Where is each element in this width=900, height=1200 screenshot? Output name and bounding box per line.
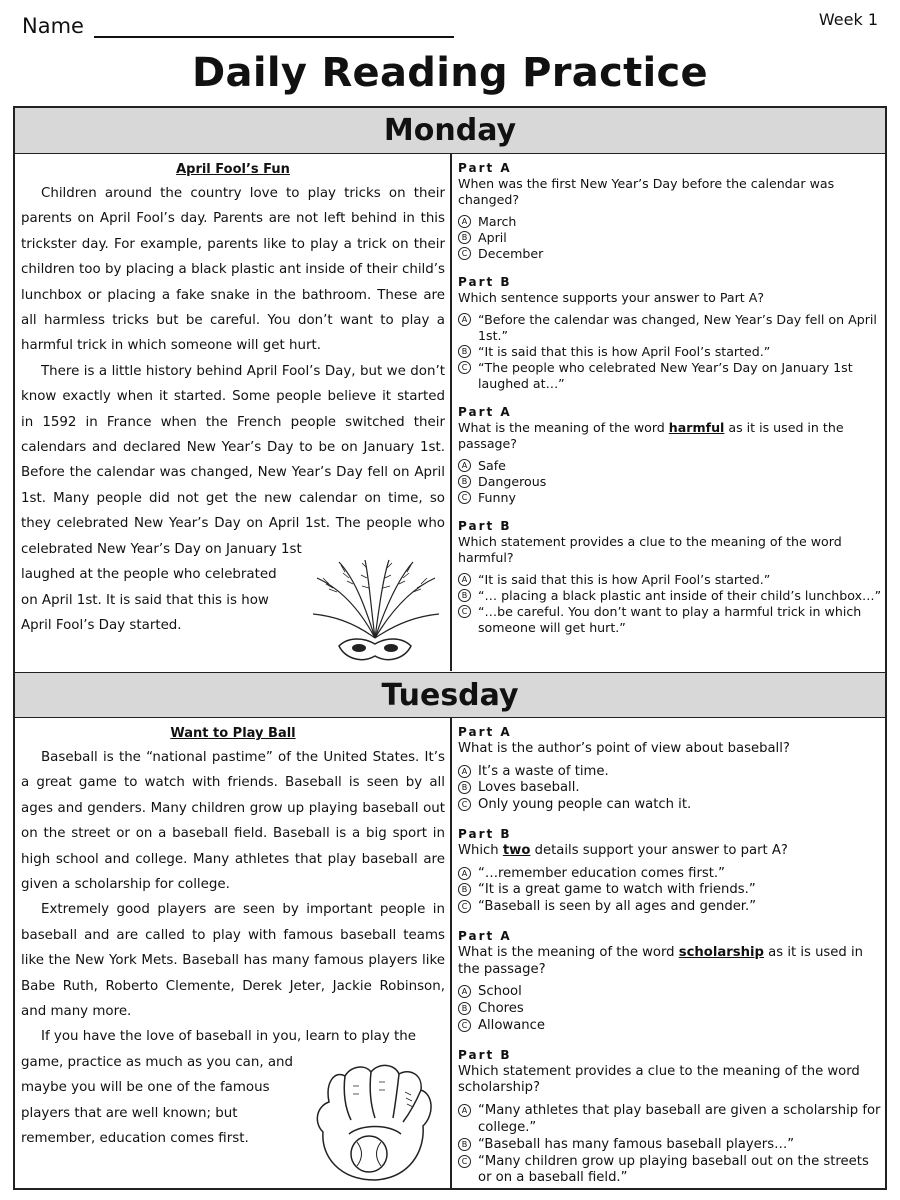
option-c-bubble[interactable]: C	[458, 605, 471, 618]
baseball-glove-image	[309, 1062, 441, 1186]
option-a-bubble[interactable]: A	[458, 765, 471, 778]
answer-option[interactable]: B “It is a great game to watch with friends.”	[458, 882, 883, 899]
monday-q1-options	[458, 214, 883, 262]
monday-q2-text: Which sentence supports your answer to Part A?	[458, 290, 765, 305]
answer-option[interactable]: A It’s a waste of time.	[458, 764, 883, 781]
monday-q2-options	[458, 312, 883, 392]
monday-header: Monday	[15, 108, 885, 154]
monday-paragraph-3: laughed at the people who celebrated on April 1st. It is said that this is how April Fool’s Day started.	[21, 567, 277, 633]
option-a-bubble[interactable]: A	[458, 573, 471, 586]
answer-option[interactable]: B “It is said that this is how April Fool’s started.”	[458, 344, 883, 360]
answer-option[interactable]: B April	[458, 230, 883, 246]
option-b-bubble[interactable]: B	[458, 231, 471, 244]
option-b-bubble[interactable]: B	[458, 781, 471, 794]
option-a-bubble[interactable]: A	[458, 867, 471, 880]
monday-q4-options	[458, 572, 883, 636]
option-c-bubble[interactable]: C	[458, 1155, 471, 1168]
emphasis-keyword: two	[502, 842, 531, 858]
name-row	[22, 14, 454, 38]
answer-option[interactable]: A School	[458, 984, 883, 1001]
monday-q1-part: Part A	[458, 161, 512, 175]
option-a-bubble[interactable]: A	[458, 1104, 471, 1117]
answer-option[interactable]: C “The people who celebrated New Year’s Day on January 1st laughed at…”	[458, 360, 883, 392]
name-line[interactable]	[94, 16, 454, 38]
tuesday-column-divider	[450, 718, 452, 1188]
tuesday-q3-part: Part A	[458, 928, 512, 943]
week-label: Week 1	[818, 10, 878, 29]
page-title: Daily Reading Practice	[192, 50, 708, 96]
option-b-bubble[interactable]: B	[458, 883, 471, 896]
answer-option[interactable]: C Funny	[458, 490, 883, 506]
option-a-bubble[interactable]: A	[458, 985, 471, 998]
answer-option[interactable]: B Chores	[458, 1001, 883, 1018]
answer-option[interactable]: C “Many children grow up playing baseball out on the streets or on a baseball field.”	[458, 1154, 883, 1188]
tuesday-q3-options	[458, 984, 883, 1034]
monday-paragraph-2: There is a little history behind April Fool’s Day, but we don’t know exactly when it started. Some people believe it started in 1592 in France when the French people switched their calendars and declared New Year’s Day to be on January 1st. Before the calendar was changed, New Year’s Day fell on April 1st. Many people did not get the new calendar on time, so they celebrated New Year’s Day on April 1st. The people who celebrated New Year’s Day on January 1st	[21, 363, 445, 557]
option-b-bubble[interactable]: B	[458, 589, 471, 602]
monday-q2-part: Part B	[458, 275, 512, 289]
tuesday-paragraph-2: Extremely good players are seen by important people in baseball and are called to play with famous baseball teams like the New York Mets. Baseball has many famous players like Babe Ruth, Roberto Clemente, Derek Jeter, Jackie Robinson, and many more.	[21, 902, 445, 1020]
monday-questions	[458, 160, 883, 648]
answer-option[interactable]: A “Before the calendar was changed, New Year’s Day fell on April 1st.”	[458, 312, 883, 344]
feather-mask-image	[309, 558, 441, 668]
tuesday-q4-part: Part B	[458, 1047, 512, 1062]
answer-option[interactable]: C “…be careful. You don’t want to play a harmful trick in which someone will get hurt.”	[458, 604, 883, 636]
tuesday-q1-text: What is the author’s point of view about baseball?	[458, 740, 790, 756]
option-a-bubble[interactable]: A	[458, 313, 471, 326]
tuesday-questions	[458, 724, 883, 1199]
tuesday-paragraph-3b: game, practice as much as you can, and maybe you will be one of the famous players that are well known; but remember, education comes first.	[21, 1054, 294, 1147]
tuesday-q3-text: What is the meaning of the word scholarship as it is used in the passage?	[458, 944, 864, 977]
name-label: Name	[22, 14, 84, 38]
tuesday-q4-options	[458, 1103, 883, 1187]
answer-option[interactable]: B “… placing a black plastic ant inside of their child’s lunchbox…”	[458, 588, 883, 604]
answer-option[interactable]: B Loves baseball.	[458, 780, 883, 797]
answer-option[interactable]: B “Baseball has many famous baseball players…”	[458, 1137, 883, 1154]
option-b-bubble[interactable]: B	[458, 345, 471, 358]
answer-option[interactable]: B Dangerous	[458, 474, 883, 490]
option-b-bubble[interactable]: B	[458, 1138, 471, 1151]
option-c-bubble[interactable]: C	[458, 361, 471, 374]
answer-option[interactable]: A Safe	[458, 458, 883, 474]
answer-option[interactable]: C Only young people can watch it.	[458, 797, 883, 814]
tuesday-story-title: Want to Play Ball	[170, 726, 296, 741]
monday-column-divider	[450, 154, 452, 671]
tuesday-q1-part: Part A	[458, 725, 512, 739]
tuesday-q1-options	[458, 764, 883, 814]
monday-q4-text: Which statement provides a clue to the meaning of the word harmful?	[458, 534, 842, 565]
option-c-bubble[interactable]: C	[458, 1019, 471, 1032]
worksheet-frame	[13, 106, 887, 1190]
monday-story-title: April Fool’s Fun	[176, 162, 290, 177]
option-c-bubble[interactable]: C	[458, 247, 471, 260]
answer-option[interactable]: A “It is said that this is how April Fool’s started.”	[458, 572, 883, 588]
answer-option[interactable]: A “Many athletes that play baseball are given a scholarship for college.”	[458, 1103, 883, 1137]
tuesday-header: Tuesday	[15, 672, 885, 718]
option-c-bubble[interactable]: C	[458, 491, 471, 504]
option-c-bubble[interactable]: C	[458, 900, 471, 913]
tuesday-q4-text: Which statement provides a clue to the meaning of the word scholarship?	[458, 1063, 860, 1096]
tuesday-q2-text: Which two details support your answer to part A?	[458, 842, 788, 858]
answer-option[interactable]: C December	[458, 246, 883, 262]
option-a-bubble[interactable]: A	[458, 459, 471, 472]
option-c-bubble[interactable]: C	[458, 798, 471, 811]
tuesday-paragraph-1: Baseball is the “national pastime” of the United States. It’s a great game to watch with friends. Baseball is seen by all ages and genders. Many children grow up playing baseball out on the street or on a baseball field. Baseball is a big sport in high school and college. Many athletes that play baseball are given a scholarship for college.	[21, 750, 445, 893]
tuesday-q2-options	[458, 866, 883, 916]
monday-q3-text: What is the meaning of the word harmful as it is used in the passage?	[458, 420, 844, 451]
option-b-bubble[interactable]: B	[458, 1002, 471, 1015]
option-b-bubble[interactable]: B	[458, 475, 471, 488]
monday-paragraph-1: Children around the country love to play tricks on their parents on April Fool’s day. Parents are not left behind in this trickster day. For example, parents like to play a trick on their children too by placing a black plastic ant inside of their child’s lunchbox or placing a fake snake in the bathroom. These are all harmless tricks but be careful. You don’t want to play a harmful trick in which someone will get hurt.	[21, 186, 445, 354]
tuesday-paragraph-3a: If you have the love of baseball in you, learn to play the	[41, 1029, 416, 1045]
tuesday-q2-part: Part B	[458, 826, 512, 841]
monday-q3-options	[458, 458, 883, 506]
answer-option[interactable]: C Allowance	[458, 1018, 883, 1035]
vocab-keyword: scholarship	[678, 944, 764, 960]
answer-option[interactable]: A “…remember education comes first.”	[458, 866, 883, 883]
vocab-keyword: harmful	[668, 420, 725, 435]
option-a-bubble[interactable]: A	[458, 215, 471, 228]
monday-q1-text: When was the first New Year’s Day before the calendar was changed?	[458, 176, 835, 207]
monday-q4-part: Part B	[458, 519, 512, 533]
monday-q3-part: Part A	[458, 405, 512, 419]
answer-option[interactable]: A March	[458, 214, 883, 230]
answer-option[interactable]: C “Baseball is seen by all ages and gender.”	[458, 899, 883, 916]
